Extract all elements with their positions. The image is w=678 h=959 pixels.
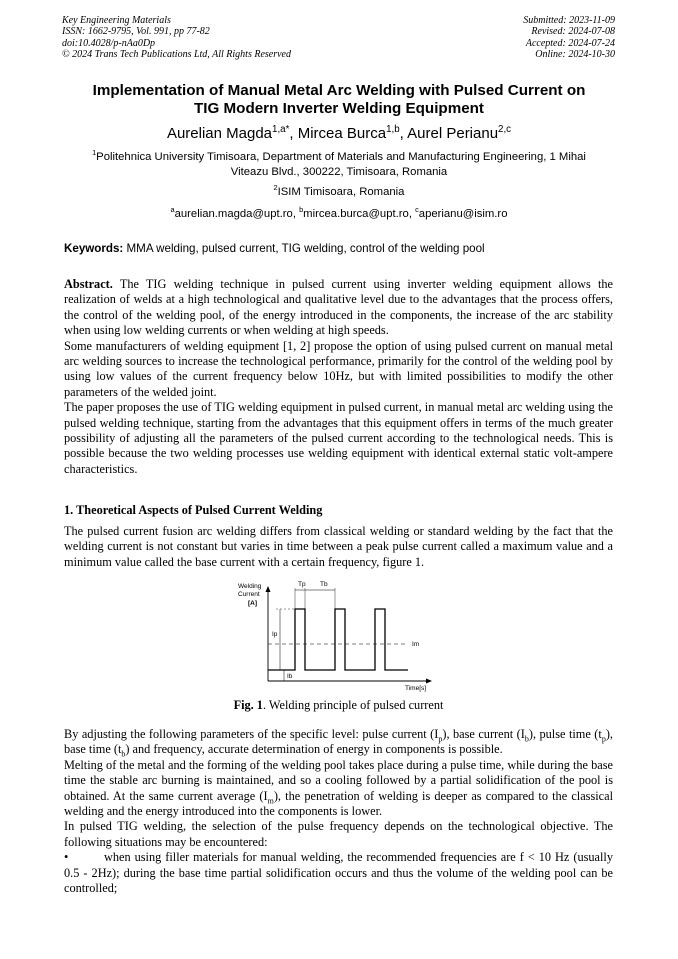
abstract: Abstract. The TIG welding technique in pulsed current using inverter welding equipment allows the realization of welds at a high technological and qualitative level due to the advantages that the process offers, the control of the welding pool, of the energy introduced in the components, the increase of the arc stability when using low welding currents or when welding at high speeds. Some manufacturers of welding equipment [1, 2] propose the option of using pulsed current on manual metal arc welding sources to increase the technological performance, primarily for the control of the welding pool by using low values of the current frequency below 10Hz, but with limited possibilities to modify the other parameters of the welded joint. The paper proposes the use of TIG welding equipment in pulsed current, in manual metal arc welding using the pulsed welding technique, starting from the advantages that this equipment offers in terms of the much greater possibility of adjusting all the parameters of the pulsed current according to the technological needs. This is possible because the two welding processes use welding equipment with identical external static volt-ampere characteristics.	[64, 277, 613, 476]
tb-label: Tb	[320, 581, 328, 588]
journal-header	[62, 15, 291, 60]
paper-title: Implementation of Manual Metal Arc Welding with Pulsed Current on TIG Modern Inverter Welding Equipment	[92, 82, 586, 117]
pulsed-current-figure	[236, 580, 436, 696]
authors: Aurelian Magda$^{1,a*}$, Mircea Burca$^{1,b}$, Aurel Perianu$^{2,c}$	[166, 124, 512, 142]
tp-label: Tp	[298, 581, 306, 588]
date-accepted: Accepted: 2024-07-24	[525, 37, 615, 49]
y-unit: [A]	[248, 600, 258, 607]
author-name: Aurelian Magda	[166, 125, 273, 142]
affiliation-2: $^2$ISIM Timisoara, Romania	[273, 183, 405, 198]
im-label: Im	[412, 641, 420, 648]
y-axis-arrow-icon	[266, 586, 271, 592]
author-name: Aurel Perianu	[407, 125, 499, 142]
date-online: Online: 2024-10-30	[535, 48, 615, 60]
section-heading: 1. Theoretical Aspects of Pulsed Current Welding	[64, 503, 323, 517]
paragraph-parameters: By adjusting the following parameters of the specific level: pulse current $(I_p)$, base current $(I_b)$, pulse time $(t_p)$, base time $(t_b)$ and frequency, accurate determination of energy in components is possible.	[64, 727, 613, 759]
abstract-label: Abstract.	[64, 277, 113, 291]
x-axis-arrow-icon	[426, 679, 432, 684]
pulse-waveform	[268, 609, 408, 670]
date-revised: Revised: 2024-07-08	[531, 26, 615, 38]
dates-header	[523, 15, 615, 60]
body-text	[64, 727, 613, 896]
ib-label: Ib	[287, 673, 293, 680]
affiliation-1: $^1$Politehnica University Timisoara, Department of Materials and Manufacturing Engineering, 1 Mihai Viteazu Blvd., 300222, Timisoara, Romania	[92, 148, 586, 178]
journal-doi: doi:10.4028/p-nAa0Dp	[62, 37, 156, 49]
section-paragraph: The pulsed current fusion arc welding differs from classical welding or standard welding by the fact that the welding current is not constant but varies in time between a peak pulse current called a maximum value and a minimum value called the base current with a certain frequency, figure 1.	[64, 524, 613, 569]
paragraph-frequency: In pulsed TIG welding, the selection of the pulse frequency depends on the technological objective. The following situations may be encountered:	[64, 819, 613, 849]
email-link[interactable]: aperianu@isim.ro	[418, 208, 508, 220]
email-link[interactable]: aurelian.magda@upt.ro	[174, 208, 293, 220]
keywords: Keywords: MMA welding, pulsed current, TIG welding, control of the welding pool	[64, 242, 485, 255]
figure-caption: Fig. 1. Welding principle of pulsed current	[233, 698, 444, 712]
email-link[interactable]: mircea.burca@upt.ro	[303, 208, 409, 220]
y-label-2: Current	[238, 591, 260, 598]
x-label: Time[s]	[405, 685, 427, 692]
paragraph-melting: Melting of the metal and the forming of the welding pool takes place during a pulse time, while during the base time the stable arc burning is maintained, and so a cooling followed by a partial solidification of the pool is obtained. At the same current average $(I_m)$, the penetration of welding is deeper as compared to the classical welding and the energy introduced into the components is lower.	[64, 757, 613, 819]
list-item: • when using filler materials for manual welding, the recommended frequencies are f < 10 Hz (usually 0.5 - 2Hz); during the base time partial solidification occurs and thus the volume of the welding pool can be controlled;	[64, 850, 613, 896]
bullet-icon: •	[64, 850, 69, 865]
ip-label: Ip	[272, 631, 278, 638]
author-name: Mircea Burca	[297, 125, 387, 142]
y-label-1: Welding	[238, 583, 262, 590]
author-emails: $^a$aurelian.magda@upt.ro, $^b$mircea.burca@upt.ro, $^c$aperianu@isim.ro	[170, 205, 508, 220]
journal-name: Key Engineering Materials	[62, 15, 171, 26]
journal-issn: ISSN: 1662-9795, Vol. 991, pp 77-82	[62, 26, 210, 38]
copyright: © 2024 Trans Tech Publications Ltd, All Rights Reserved	[62, 48, 291, 60]
date-submitted: Submitted: 2023-11-09	[523, 15, 615, 26]
